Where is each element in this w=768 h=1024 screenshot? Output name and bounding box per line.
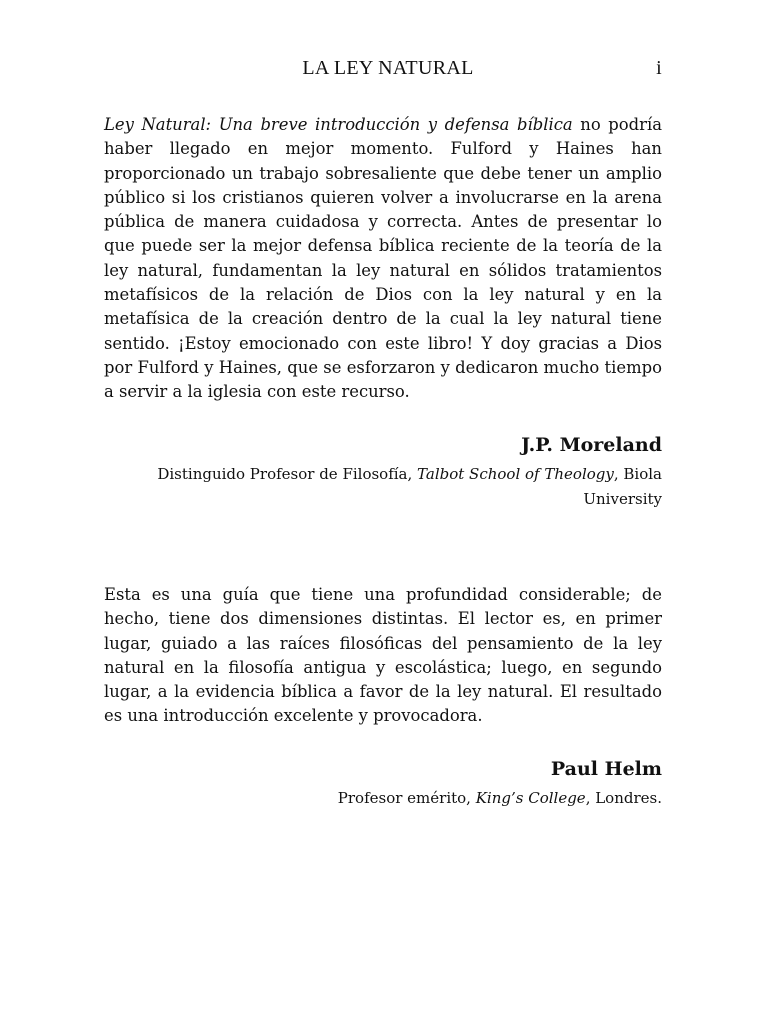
affiliation-suffix: , Londres. [585, 789, 662, 807]
endorsement-affiliation-helm [338, 786, 662, 811]
affiliation-suffix: , Biola University [583, 465, 662, 508]
page-number: i [656, 57, 662, 79]
book-title-italic: Ley Natural: Una breve introducción y defensa bíblica [104, 115, 573, 134]
institution-italic: Talbot School of Theology [417, 465, 614, 483]
affiliation-prefix: Profesor emérito, [337, 789, 476, 807]
endorsement-quote-helm: Esta es una guía que tiene una profundidad considerable; de hecho, tiene dos dimensiones distintas. El lector es, en primer lugar, guiado a las raíces filosóficas del pensamiento de la ley natural en la filosofía antigua y escolástica; luego, en segundo lugar, a la evidencia bíblica a favor de la ley natural. El resultado es una introducción excelente y provocadora. [104, 585, 662, 726]
endorsement-author-helm: Paul Helm [550, 758, 662, 780]
affiliation-prefix: Distinguido Profesor de Filosofía, [157, 465, 418, 483]
running-header [104, 57, 662, 85]
running-title: LA LEY NATURAL [302, 57, 474, 79]
endorsement-quote-moreland [104, 113, 662, 405]
endorsement-author-moreland: J.P. Moreland [521, 434, 662, 456]
quote-text: no podría haber llegado en mejor momento. Fulford y Haines han proporcionado un trabajo sobresaliente que debe tener un amplio público si los cristianos quieren volver a involucrarse en la arena pública de manera cuidadosa y correcta. Antes de presentar lo que puede ser la mejor defensa bíblica reciente de la teoría de la ley natural, fundamentan la ley natural en sólidos tratamientos metafísicos de la relación de Dios con la ley natural y en la metafísica de la creación dentro de la cual la ley natural tiene sentido. ¡Estoy emocionado con este libro! Y doy gracias a Dios por Fulford y Haines, que se esforzaron y dedicaron mucho tiempo a servir a la iglesia con este recurso. [104, 115, 663, 402]
endorsement-affiliation-moreland [122, 462, 662, 512]
institution-italic: King’s College [475, 789, 586, 807]
